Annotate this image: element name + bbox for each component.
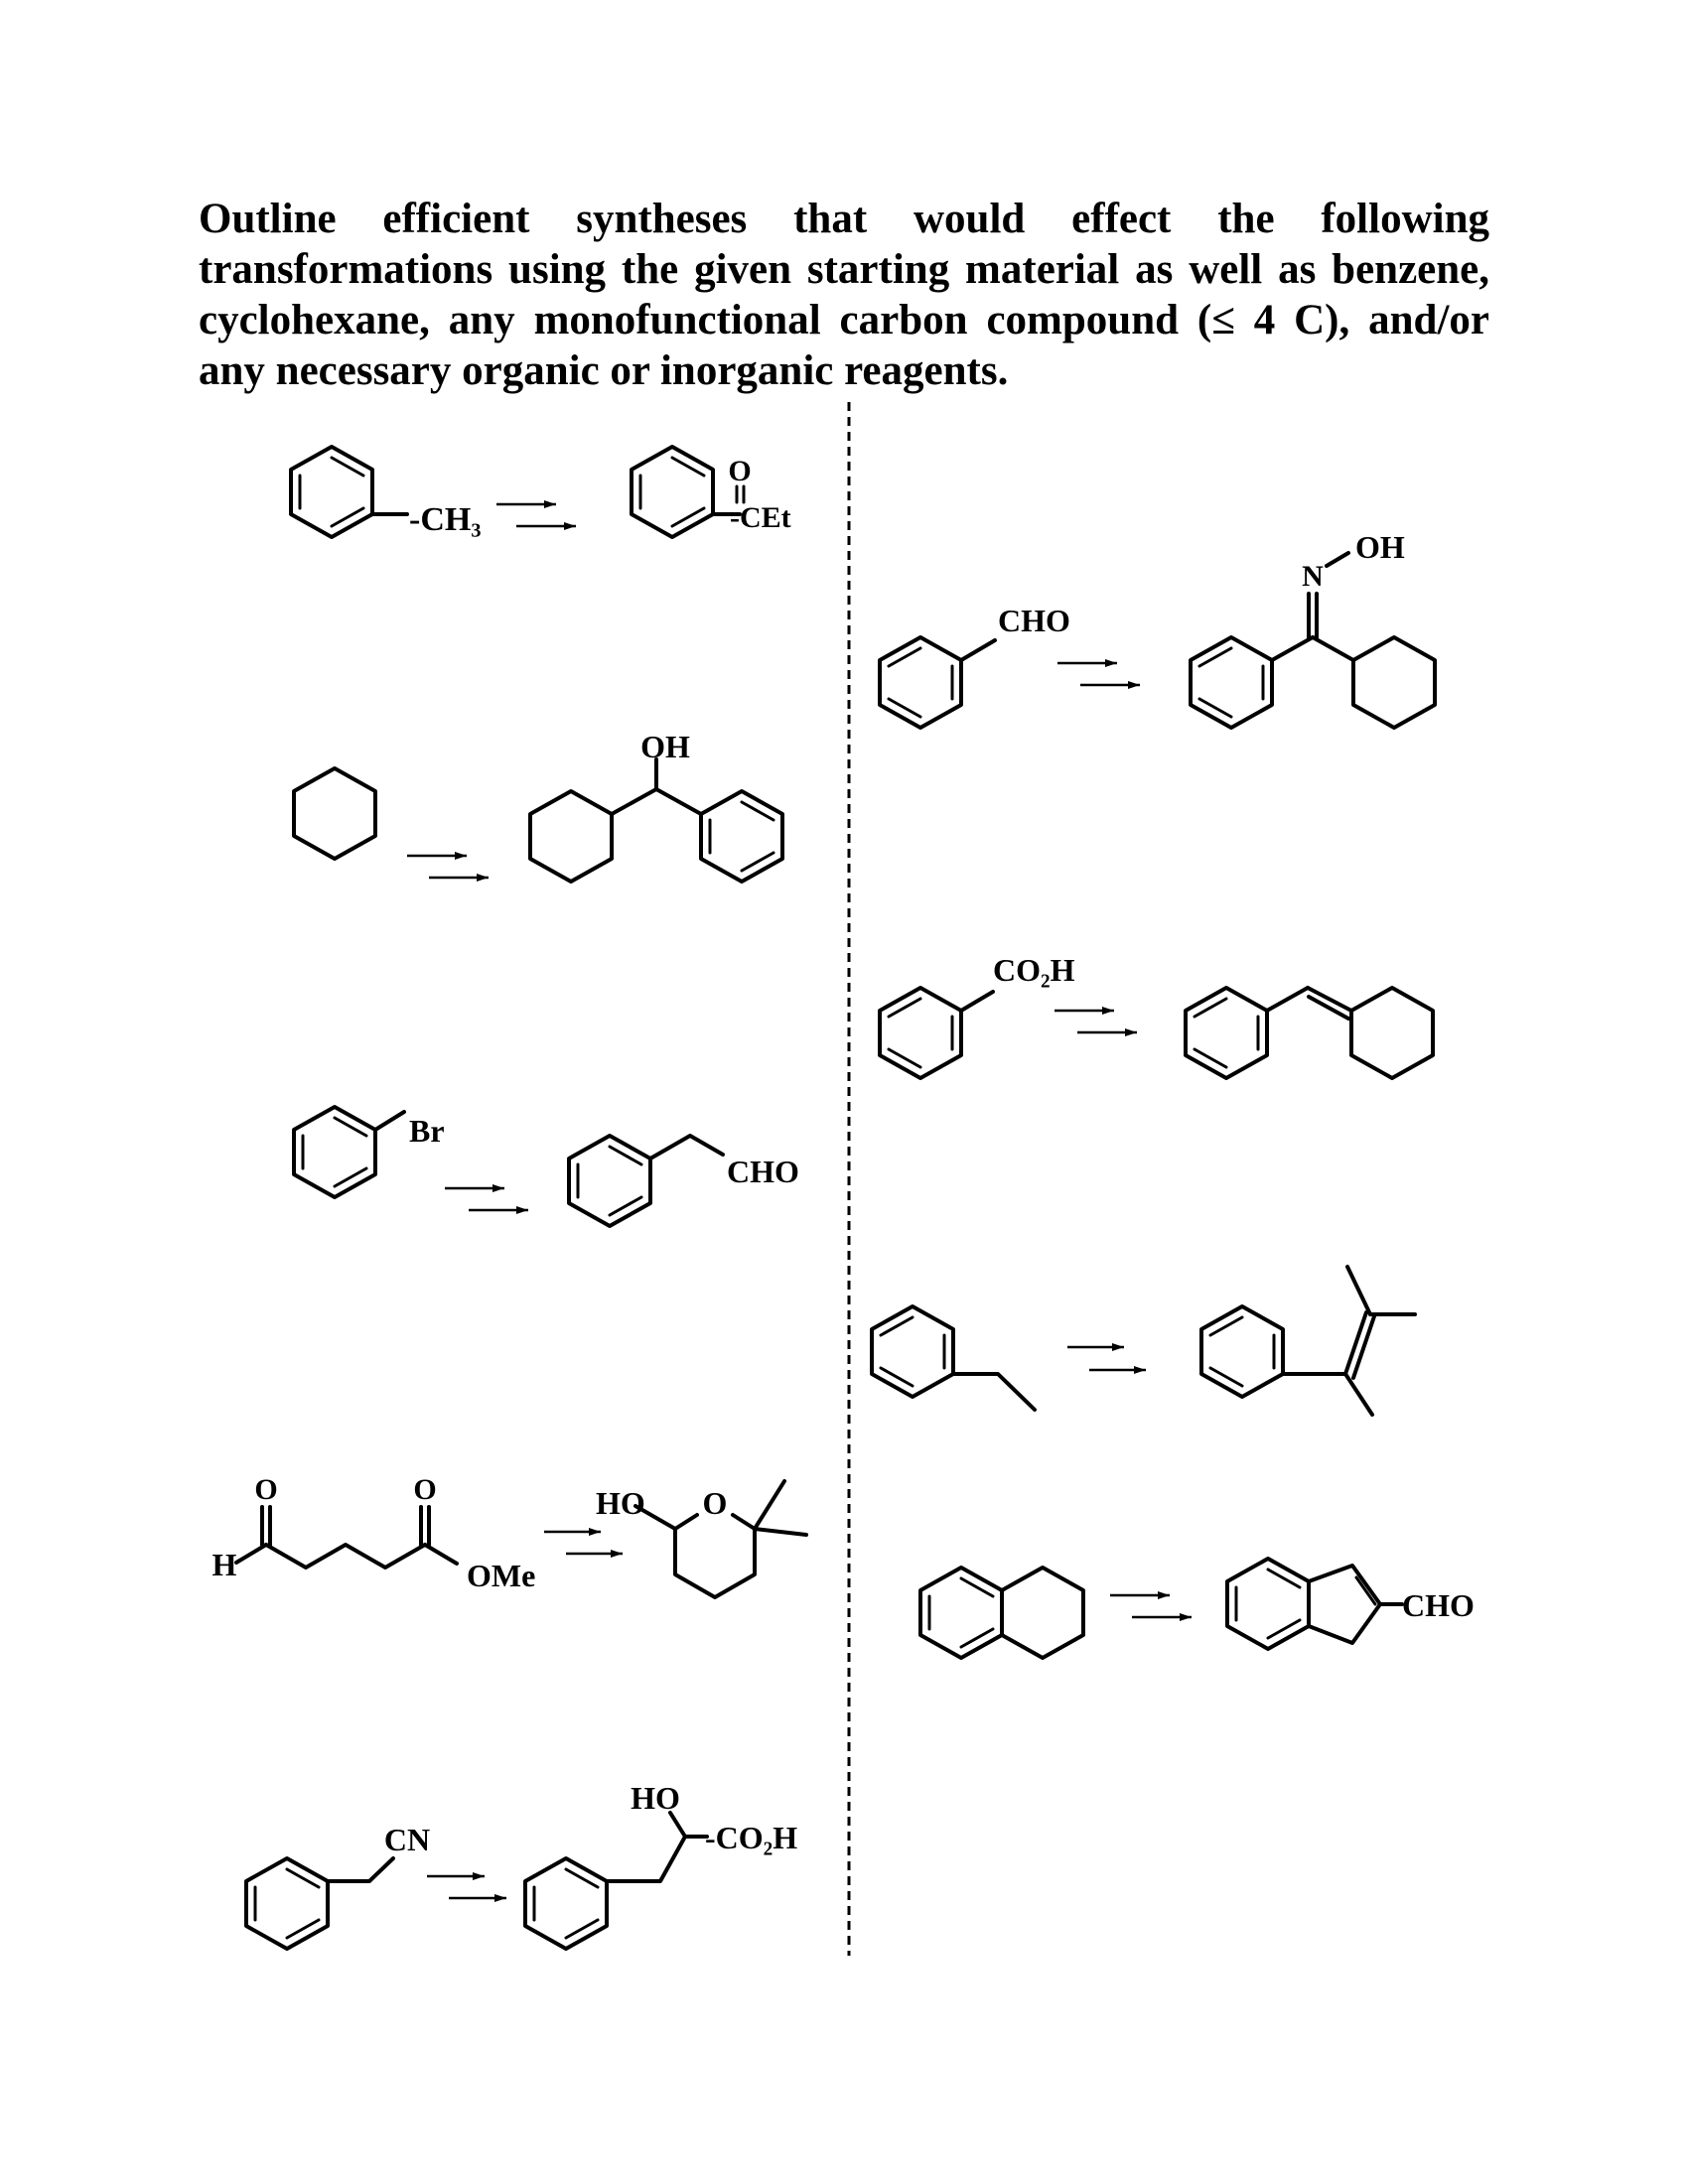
benzene-ring [880, 988, 961, 1078]
reaction-arrows [407, 856, 489, 878]
reaction-7 [880, 952, 1433, 1078]
benzene-ring [294, 1107, 375, 1197]
tetralin [920, 1568, 1083, 1658]
cyclohexane-ring [1351, 988, 1433, 1078]
carbonyl-oxygen-label: O [728, 455, 752, 487]
reaction-arrows [1110, 1595, 1192, 1617]
benzene-ring [569, 1136, 650, 1226]
reaction-arrows [1055, 1011, 1137, 1032]
reaction-arrows [544, 1532, 623, 1554]
cyclohexane-ring [1353, 637, 1435, 728]
benzene-ring [291, 447, 372, 537]
benzene-ring [880, 637, 961, 728]
aldehyde-h-label: H [211, 1547, 237, 1582]
bromo-label: Br [409, 1113, 445, 1149]
oxime-nitrogen-label: N [1302, 560, 1324, 593]
aldehyde-label: CHO [998, 603, 1070, 638]
reaction-2 [294, 729, 782, 882]
indene [1227, 1559, 1380, 1649]
reaction-1 [291, 447, 791, 538]
reaction-arrows [1067, 1347, 1146, 1370]
hydroxyl-label: OH [640, 729, 690, 764]
reaction-arrows [496, 504, 576, 526]
benzene-ring [1201, 1306, 1283, 1397]
benzene-ring [525, 1858, 607, 1949]
benzene-ring [246, 1858, 328, 1949]
reaction-arrows [445, 1188, 528, 1210]
reaction-arrows [427, 1876, 506, 1898]
reaction-9 [920, 1559, 1475, 1658]
reaction-5 [246, 1780, 797, 1949]
reaction-8 [872, 1267, 1415, 1415]
carboxylic-acid-label: -CO₂H [705, 1820, 798, 1855]
aldehyde-label: CHO [1402, 1587, 1475, 1623]
benzene-ring [1186, 988, 1267, 1078]
ester-oxygen-label: O [413, 1473, 437, 1506]
ring-oxygen-label: O [702, 1485, 728, 1521]
cyclohexane-ring [294, 768, 375, 859]
instructions-text: Outline efficient syntheses that would effect the following transformations using the given starting material as well as benzene, cyclohexane, any monofunctional carbon compound (≤ 4 C), and/or any necessary organic or inorganic reagents. [199, 196, 1489, 394]
benzene-ring [632, 447, 713, 537]
aldehyde-oxygen-label: O [254, 1473, 278, 1506]
carboxylic-acid-label: CO₂H [993, 952, 1075, 988]
methoxy-label: OMe [467, 1558, 536, 1593]
oxime-hydroxyl-label: OH [1355, 529, 1405, 565]
nitrile-label: CN [383, 1822, 431, 1857]
reaction-6 [880, 529, 1435, 728]
reaction-3 [294, 1107, 799, 1226]
benzene-ring [872, 1306, 953, 1397]
cyclohexane-ring [530, 791, 612, 882]
benzene-ring [701, 791, 782, 882]
aldehyde-label: CHO [727, 1154, 799, 1189]
reaction-arrows [1057, 663, 1140, 685]
ketone-group-label: -CEt [730, 501, 791, 534]
methyl-label: -CH₃ [409, 501, 482, 538]
reaction-4 [212, 1473, 806, 1597]
hydroxy-label: HO [631, 1780, 680, 1816]
benzene-ring [1191, 637, 1272, 728]
hydroxy-label: HO [596, 1485, 645, 1521]
